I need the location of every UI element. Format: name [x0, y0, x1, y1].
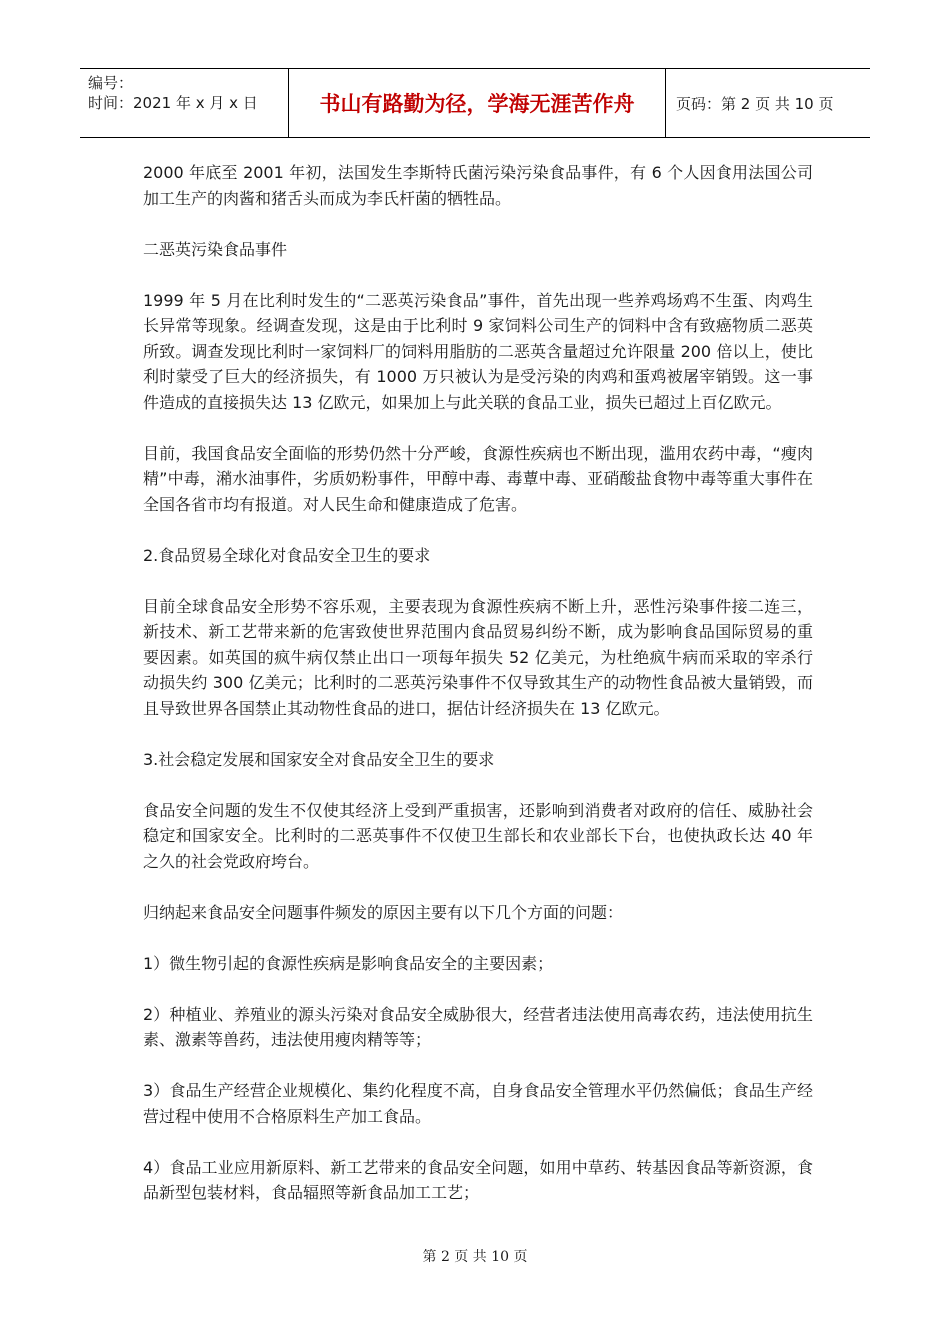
header-date-label: 时间：2021 年 x 月 x 日: [88, 94, 258, 112]
header-meta: [80, 69, 289, 137]
list-item: 2）种植业、养殖业的源头污染对食品安全威胁很大，经营者违法使用高毒农药，违法使用抗生素、激素等兽药，违法使用瘦肉精等等；: [143, 1004, 813, 1049]
page-footer: 第 2 页 共 10 页: [422, 1249, 528, 1265]
list-item: 3）食品生产经营企业规模化、集约化程度不高，自身食品安全管理水平仍然偏低；食品生产经营过程中使用不合格原料生产加工食品。: [143, 1081, 813, 1126]
paragraph: 2000 年底至 2001 年初，法国发生李斯特氏菌污染污染食品事件，有 6 个人因食用法国公司加工生产的肉酱和猪舌头而成为李氏杆菌的牺牲品。: [143, 163, 813, 208]
page-header: [80, 68, 870, 138]
paragraph: 1999 年 5 月在比利时发生的“二恶英污染食品”事件，首先出现一些养鸡场鸡不生蛋、肉鸡生长异常等现象。经调查发现，这是由于比利时 9 家饲料公司生产的饲料中含有致癌物质二恶英所致。调查发现比利时一家饲料厂的饲料用脂肪的二恶英含量超过允许限量 200 倍以上，使比利时蒙受了巨大的经济损失，有 1000 万只被认为是受污染的肉鸡和蛋鸡被屠宰销毁。这一事件造成的直接损失达 13 亿欧元，如果加上与此关联的食品工业，损失已超过上百亿欧元。: [143, 290, 813, 412]
list-item: 4）食品工业应用新原料、新工艺带来的食品安全问题，如用中草药、转基因食品等新资源，食品新型包装材料，食品辐照等新食品加工工艺；: [143, 1157, 813, 1202]
section-heading: 3.社会稳定发展和国家安全对食品安全卫生的要求: [143, 749, 495, 769]
section-heading: 2.食品贸易全球化对食品安全卫生的要求: [143, 545, 431, 565]
paragraph: 食品安全问题的发生不仅使其经济上受到严重损害，还影响到消费者对政府的信任、威胁社会稳定和国家安全。比利时的二恶英事件不仅使卫生部长和农业部长下台，也使执政长达 40 年之久的社会党政府垮台。: [143, 800, 813, 871]
paragraph: 归纳起来食品安全问题事件频发的原因主要有以下几个方面的问题：: [143, 902, 624, 922]
paragraph: 目前，我国食品安全面临的形势仍然十分严峻，食源性疾病也不断出现，滥用农药中毒，“瘦肉精”中毒，潲水油事件，劣质奶粉事件，甲醇中毒、毒蕈中毒、亚硝酸盐食物中毒等重大事件在全国各省市均有报道。对人民生命和健康造成了危害。: [143, 443, 813, 514]
header-motto: 书山有路勤为径，学海无涯苦作舟: [289, 69, 666, 137]
header-page-label: 页码：第 2 页 共 10 页: [676, 94, 834, 113]
section-heading: 二恶英污染食品事件: [143, 239, 288, 259]
list-item: 1）微生物引起的食源性疾病是影响食品安全的主要因素；: [143, 953, 554, 973]
header-number-label: 编号：: [88, 74, 134, 92]
paragraph: 目前全球食品安全形势不容乐观，主要表现为食源性疾病不断上升，恶性污染事件接二连三，新技术、新工艺带来新的危害致使世界范围内食品贸易纠纷不断，成为影响食品国际贸易的重要因素。如英国的疯牛病仅禁止出口一项每年损失 52 亿美元，为杜绝疯牛病而采取的宰杀行动损失约 300 亿美元；比利时的二恶英污染事件不仅导致其生产的动物性食品被大量销毁，而且导致世界各国禁止其动物性食品的进口，据估计经济损失在 13 亿欧元。: [143, 596, 813, 718]
document-body: [143, 160, 813, 1231]
